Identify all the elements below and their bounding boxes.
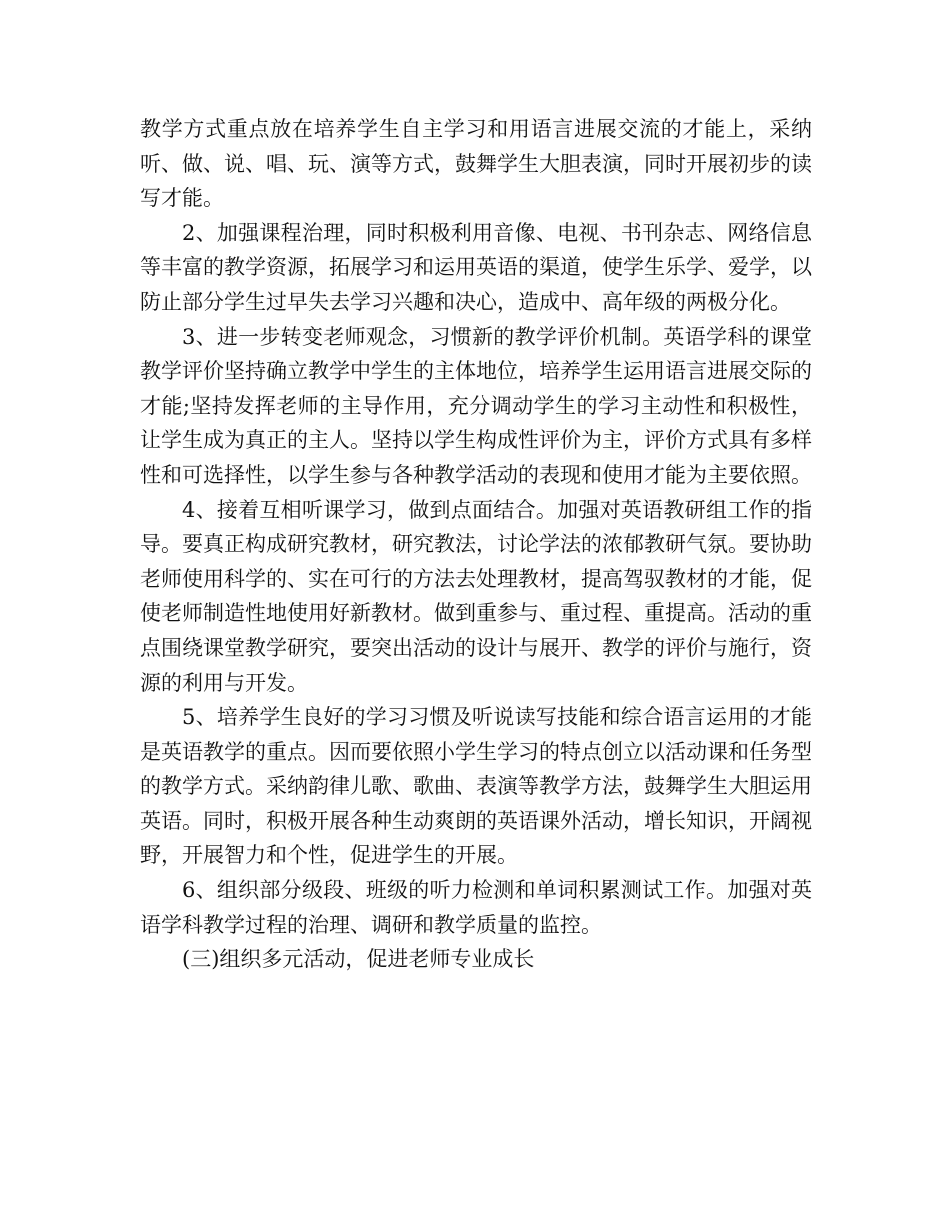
paragraph-item-4: 4、接着互相听课学习，做到点面结合。加强对英语教研组工作的指导。要真正构成研究教材，研究教法，讨论学法的浓郁教研气氛。要协助老师使用科学的、实在可行的方法去处理教材，提高驾驭教材的才能，促使老师制造性地使用好新教材。做到重参与、重过程、重提高。活动的重点围绕课堂教学研究，要突出活动的设计与展开、教学的评价与施行，资源的利用与开发。 [140, 497, 812, 695]
paragraph-item-2: 2、加强课程治理，同时积极利用音像、电视、书刊杂志、网络信息等丰富的教学资源，拓展学习和运用英语的渠道，使学生乐学、爱学，以防止部分学生过早失去学习兴趣和决心，造成中、高年级的两极分化。 [140, 220, 812, 314]
paragraph-continuation: 教学方式重点放在培养学生自主学习和用语言进展交流的才能上，采纳听、做、说、唱、玩、演等方式，鼓舞学生大胆表演，同时开展初步的读写才能。 [140, 117, 812, 211]
paragraph-item-5: 5、培养学生良好的学习习惯及听说读写技能和综合语言运用的才能是英语教学的重点。因而要依照小学生学习的特点创立以活动课和任务型的教学方式。采纳韵律儿歌、歌曲、表演等教学方法，鼓舞学生大胆运用英语。同时，积极开展各种生动爽朗的英语课外活动，增长知识，开阔视野，开展智力和个性，促进学生的开展。 [140, 705, 812, 868]
paragraph-item-3: 3、进一步转变老师观念，习惯新的教学评价机制。英语学科的课堂教学评价坚持确立教学中学生的主体地位，培养学生运用语言进展交际的才能;坚持发挥老师的主导作用，充分调动学生的学习主动性和积极性，让学生成为真正的主人。坚持以学生构成性评价为主，评价方式具有多样性和可选择性，以学生参与各种教学活动的表现和使用才能为主要依照。 [140, 324, 812, 487]
paragraph-item-6: 6、组织部分级段、班级的听力检测和单词积累测试工作。加强对英语学科教学过程的治理、调研和教学质量的监控。 [140, 878, 812, 937]
section-heading: (三)组织多元活动，促进老师专业成长 [182, 947, 535, 972]
document-body [140, 112, 812, 977]
